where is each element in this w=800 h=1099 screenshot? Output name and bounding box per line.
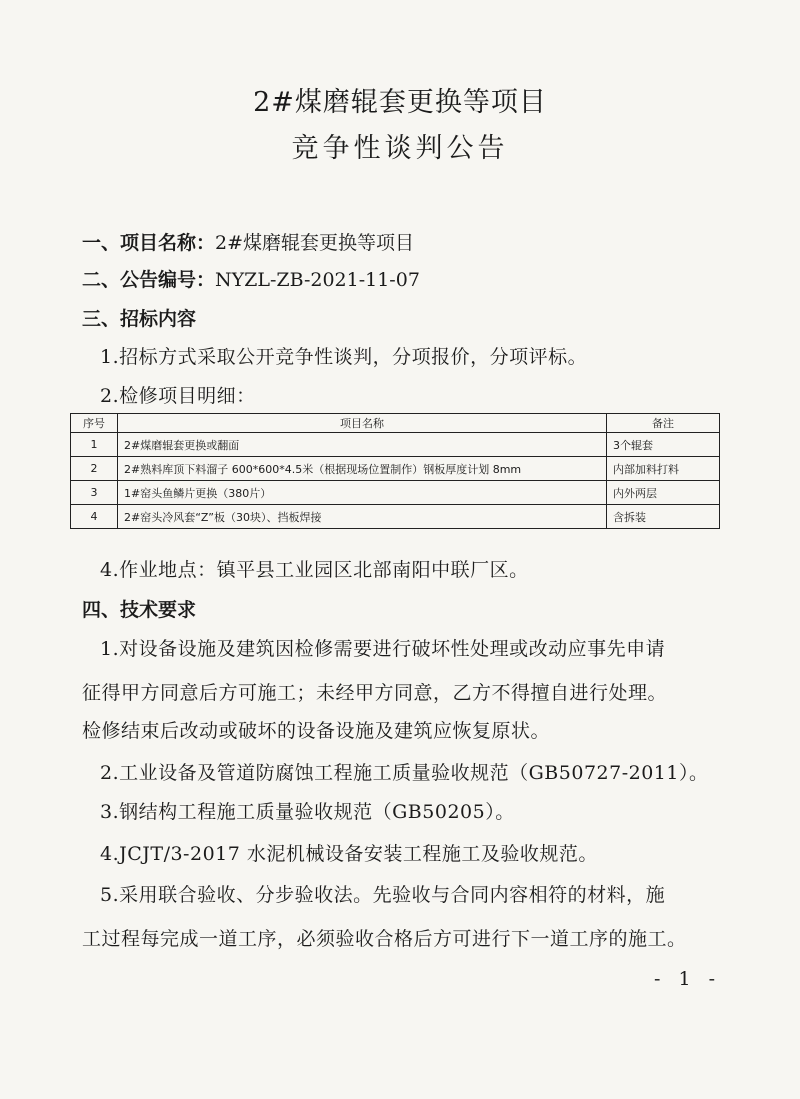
row-no: 4	[71, 505, 118, 529]
work-location-text: 4.作业地点：镇平县工业园区北部南阳中联厂区。	[100, 559, 529, 581]
row-no: 1	[71, 433, 118, 457]
tech-req-4: 4.JCJT/3-2017 水泥机械设备安装工程施工及验收规范。	[100, 843, 598, 865]
row-remark: 内外两层	[607, 481, 720, 505]
tech-req-5-line2: 工过程每完成一道工序，必须验收合格后方可进行下一道工序的施工。	[82, 928, 687, 950]
row-item-name: 2#熟料库顶下料溜子 600*600*4.5米（根据现场位置制作）钢板厚度计划 8mm	[118, 457, 607, 481]
section-project-name	[82, 228, 414, 255]
table-row	[71, 457, 720, 481]
tech-req-3: 3.钢结构工程施工质量验收规范（GB50205）。	[100, 801, 515, 823]
row-remark: 3个辊套	[607, 433, 720, 457]
row-remark: 内部加料打料	[607, 457, 720, 481]
col-header-no: 序号	[71, 414, 118, 433]
row-item-name: 2#煤磨辊套更换或翻面	[118, 433, 607, 457]
col-header-remark: 备注	[607, 414, 720, 433]
row-item-name: 2#窑头冷风套“Z”板（30块）、挡板焊接	[118, 505, 607, 529]
row-remark: 含拆装	[607, 505, 720, 529]
project-name-heading: 一、项目名称：	[82, 232, 216, 254]
bid-method-text: 1.招标方式采取公开竞争性谈判，分项报价，分项评标。	[100, 346, 588, 368]
section-tech-requirements-heading: 四、技术要求	[82, 599, 197, 621]
row-no: 3	[71, 481, 118, 505]
repair-items-table	[70, 413, 720, 529]
page-number: - 1 -	[654, 968, 722, 990]
col-header-name: 项目名称	[118, 414, 607, 433]
tech-req-2: 2.工业设备及管道防腐蚀工程施工质量验收规范（GB50727-2011）。	[100, 762, 709, 784]
tech-req-1-line2: 征得甲方同意后方可施工；未经甲方同意，乙方不得擅自进行处理。	[82, 682, 668, 704]
table-row	[71, 505, 720, 529]
document-title-line1: 2#煤磨辊套更换等项目	[253, 87, 547, 118]
tech-req-5-line1: 5.采用联合验收、分步验收法。先验收与合同内容相符的材料，施	[100, 884, 666, 906]
document-title-line2: 竞争性谈判公告	[291, 133, 509, 164]
notice-number-heading: 二、公告编号：	[82, 269, 216, 291]
row-no: 2	[71, 457, 118, 481]
repair-items-label: 2.检修项目明细：	[100, 385, 256, 407]
section-bid-content-heading: 三、招标内容	[82, 308, 197, 330]
project-name-value: 2#煤磨辊套更换等项目	[215, 232, 415, 254]
table-header-row	[71, 414, 720, 433]
row-item-name: 1#窑头鱼鳞片更换（380片）	[118, 481, 607, 505]
tech-req-1-line3: 检修结束后改动或破坏的设备设施及建筑应恢复原状。	[82, 720, 551, 742]
section-notice-number	[82, 265, 420, 292]
notice-number-value: NYZL-ZB-2021-11-07	[215, 269, 420, 291]
table-row	[71, 481, 720, 505]
table-row	[71, 433, 720, 457]
tech-req-1-line1: 1.对设备设施及建筑因检修需要进行破坏性处理或改动应事先申请	[100, 638, 666, 660]
